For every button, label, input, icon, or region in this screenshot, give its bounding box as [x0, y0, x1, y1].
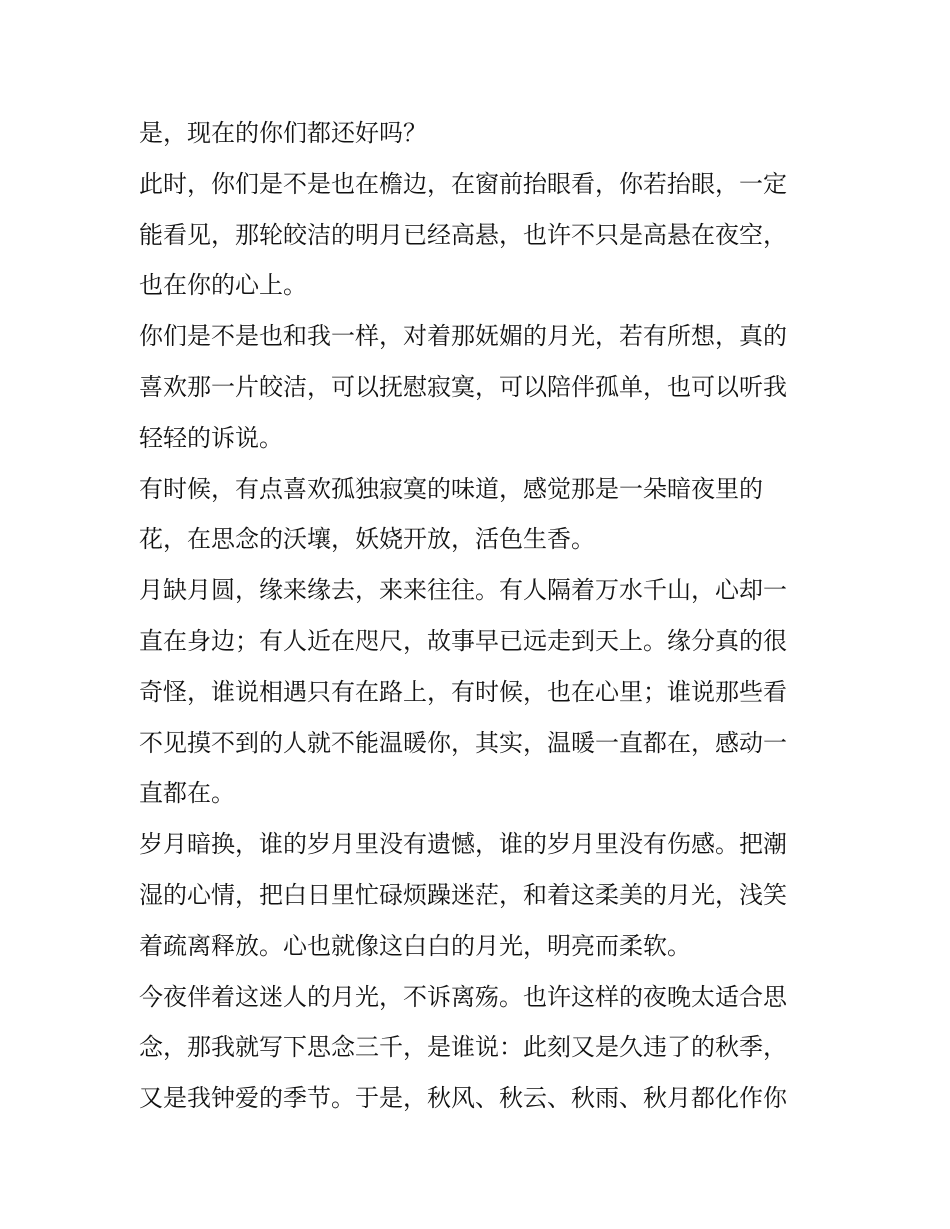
text-line: 月缺月圆，缘来缘去，来来往往。有人隔着万水千山，心却一	[139, 576, 787, 605]
text-line: 湿的心情，把白日里忙碌烦躁迷茫，和着这柔美的月光，浅笑	[139, 880, 787, 909]
text-line: 直都在。	[139, 779, 235, 808]
text-line: 你们是不是也和我一样，对着那妩媚的月光，若有所想，真的	[139, 322, 787, 351]
text-line: 是，现在的你们都还好吗？	[139, 119, 427, 147]
text-line: 奇怪，谁说相遇只有在路上，有时候，也在心里；谁说那些看	[139, 677, 787, 706]
text-line: 此时，你们是不是也在檐边，在窗前抬眼看，你若抬眼，一定	[139, 169, 787, 198]
text-line: 喜欢那一片皎洁，可以抚慰寂寞，可以陪伴孤单，也可以听我	[139, 372, 787, 401]
body-text	[139, 108, 819, 1124]
text-line: 又是我钟爱的季节。于是，秋风、秋云、秋雨、秋月都化作你	[139, 1084, 787, 1113]
text-line: 有时候，有点喜欢孤独寂寞的味道，感觉那是一朵暗夜里的	[139, 474, 763, 503]
text-line: 轻轻的诉说。	[139, 423, 283, 452]
text-line: 能看见，那轮皎洁的明月已经高悬，也许不只是高悬在夜空，	[139, 220, 787, 249]
text-line: 直在身边；有人近在咫尺，故事早已远走到天上。缘分真的很	[139, 626, 787, 655]
text-line: 也在你的心上。	[139, 271, 307, 300]
text-line: 不见摸不到的人就不能温暖你，其实，温暖一直都在，感动一	[139, 728, 787, 757]
text-line: 着疏离释放。心也就像这白白的月光，明亮而柔软。	[139, 931, 691, 960]
text-line: 念，那我就写下思念三千，是谁说：此刻又是久违了的秋季，	[139, 1033, 787, 1062]
text-line: 今夜伴着这迷人的月光，不诉离殇。也许这样的夜晚太适合思	[139, 982, 787, 1011]
text-line: 花，在思念的沃壤，妖娆开放，活色生香。	[139, 525, 595, 554]
text-line: 岁月暗换，谁的岁月里没有遗憾，谁的岁月里没有伤感。把潮	[139, 830, 787, 859]
